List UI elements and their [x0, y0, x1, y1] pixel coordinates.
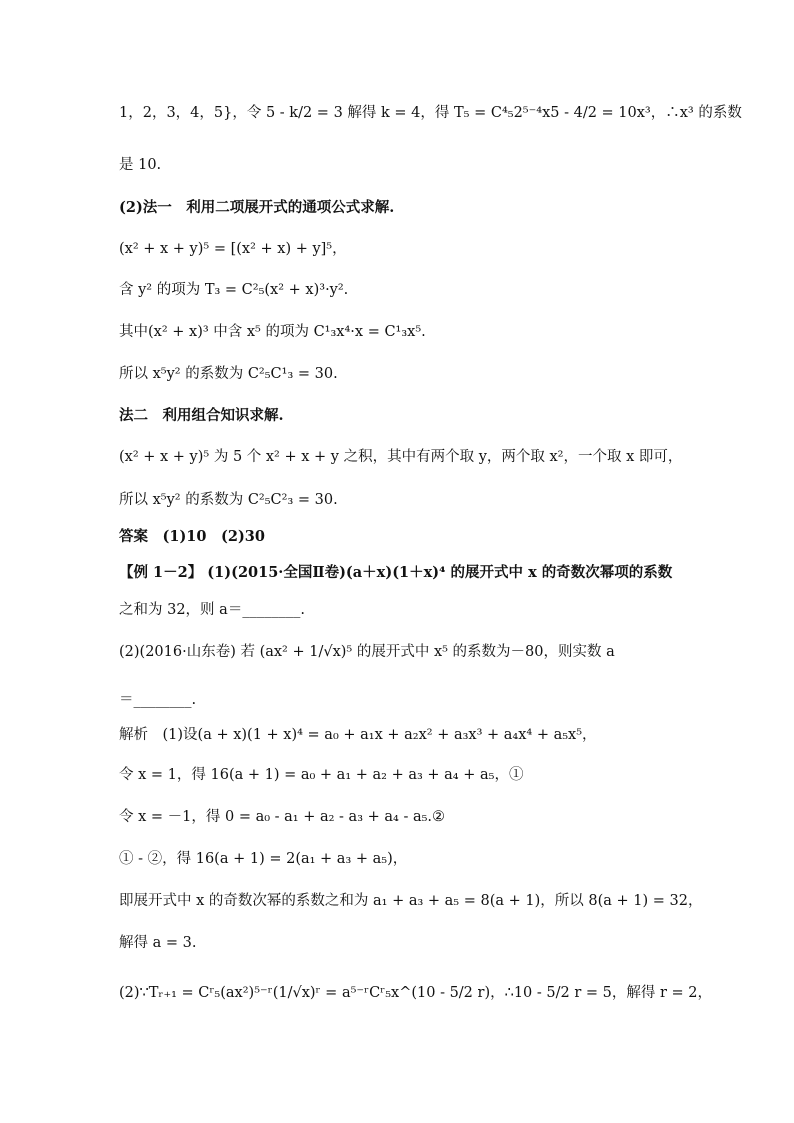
text-line-7: 所以 x⁵y² 的系数为 C²₅C¹₃ = 30. [119, 366, 338, 382]
answer-line: 答案 (1)10 (2)30 [119, 528, 265, 545]
text-line-10: 所以 x⁵y² 的系数为 C²₅C²₃ = 30. [119, 492, 338, 508]
text-line-15: ＝________. [119, 692, 197, 708]
example-heading: 【例 1－2】 (1)(2015·全国Ⅱ卷)(a＋x)(1＋x)⁴ 的展开式中 x 的奇数次幂项的系数 [119, 564, 673, 581]
text-line-4: (x² + x + y)⁵ = [(x² + x) + y]⁵， [119, 241, 347, 257]
text-line-14: (2)(2016·山东卷) 若 (ax² + 1/√x)⁵ 的展开式中 x⁵ 的系数为－80，则实数 a [119, 644, 615, 660]
text-line-21: 解得 a = 3. [119, 935, 197, 951]
text-line-22: (2)∵Tᵣ₊₁ = Cʳ₅(ax²)⁵⁻ʳ(1/√x)ʳ = a⁵⁻ʳCʳ₅x^(10 - 5/2 r)，∴10 - 5/2 r = 5，解得 r = 2， [119, 985, 713, 1001]
text-line-6: 其中(x² + x)³ 中含 x⁵ 的项为 C¹₃x⁴·x = C¹₃x⁵. [119, 324, 426, 340]
text-line-18: 令 x = －1，得 0 = a₀ - a₁ + a₂ - a₃ + a₄ - a₅.② [119, 809, 446, 825]
text-line-1: 1，2，3，4，5}，令 5 - k/2 = 3 解得 k = 4，得 T₅ = C⁴₅2⁵⁻⁴x5 - 4/2 = 10x³，∴x³ 的系数 [119, 105, 742, 121]
text-line-19: ① - ②，得 16(a + 1) = 2(a₁ + a₃ + a₅)， [119, 851, 408, 867]
text-line-2: 是 10. [119, 157, 162, 173]
text-line-9: (x² + x + y)⁵ 为 5 个 x² + x + y 之积，其中有两个取 y，两个取 x²，一个取 x 即可， [119, 449, 683, 465]
text-line-20: 即展开式中 x 的奇数次幂的系数之和为 a₁ + a₃ + a₅ = 8(a + 1)，所以 8(a + 1) = 32， [119, 893, 703, 909]
method-one-heading: (2)法一 利用二项展开式的通项公式求解. [119, 199, 395, 216]
solution-heading-line: 解析 (1)设(a + x)(1 + x)⁴ = a₀ + a₁x + a₂x² + a₃x³ + a₄x⁴ + a₅x⁵， [119, 727, 597, 743]
text-line-17: 令 x = 1，得 16(a + 1) = a₀ + a₁ + a₂ + a₃ + a₄ + a₅，① [119, 767, 524, 783]
text-line-5: 含 y² 的项为 T₃ = C²₅(x² + x)³·y². [119, 282, 349, 298]
text-line-13: 之和为 32，则 a＝________. [119, 602, 305, 618]
method-two-heading: 法二 利用组合知识求解. [119, 407, 284, 424]
